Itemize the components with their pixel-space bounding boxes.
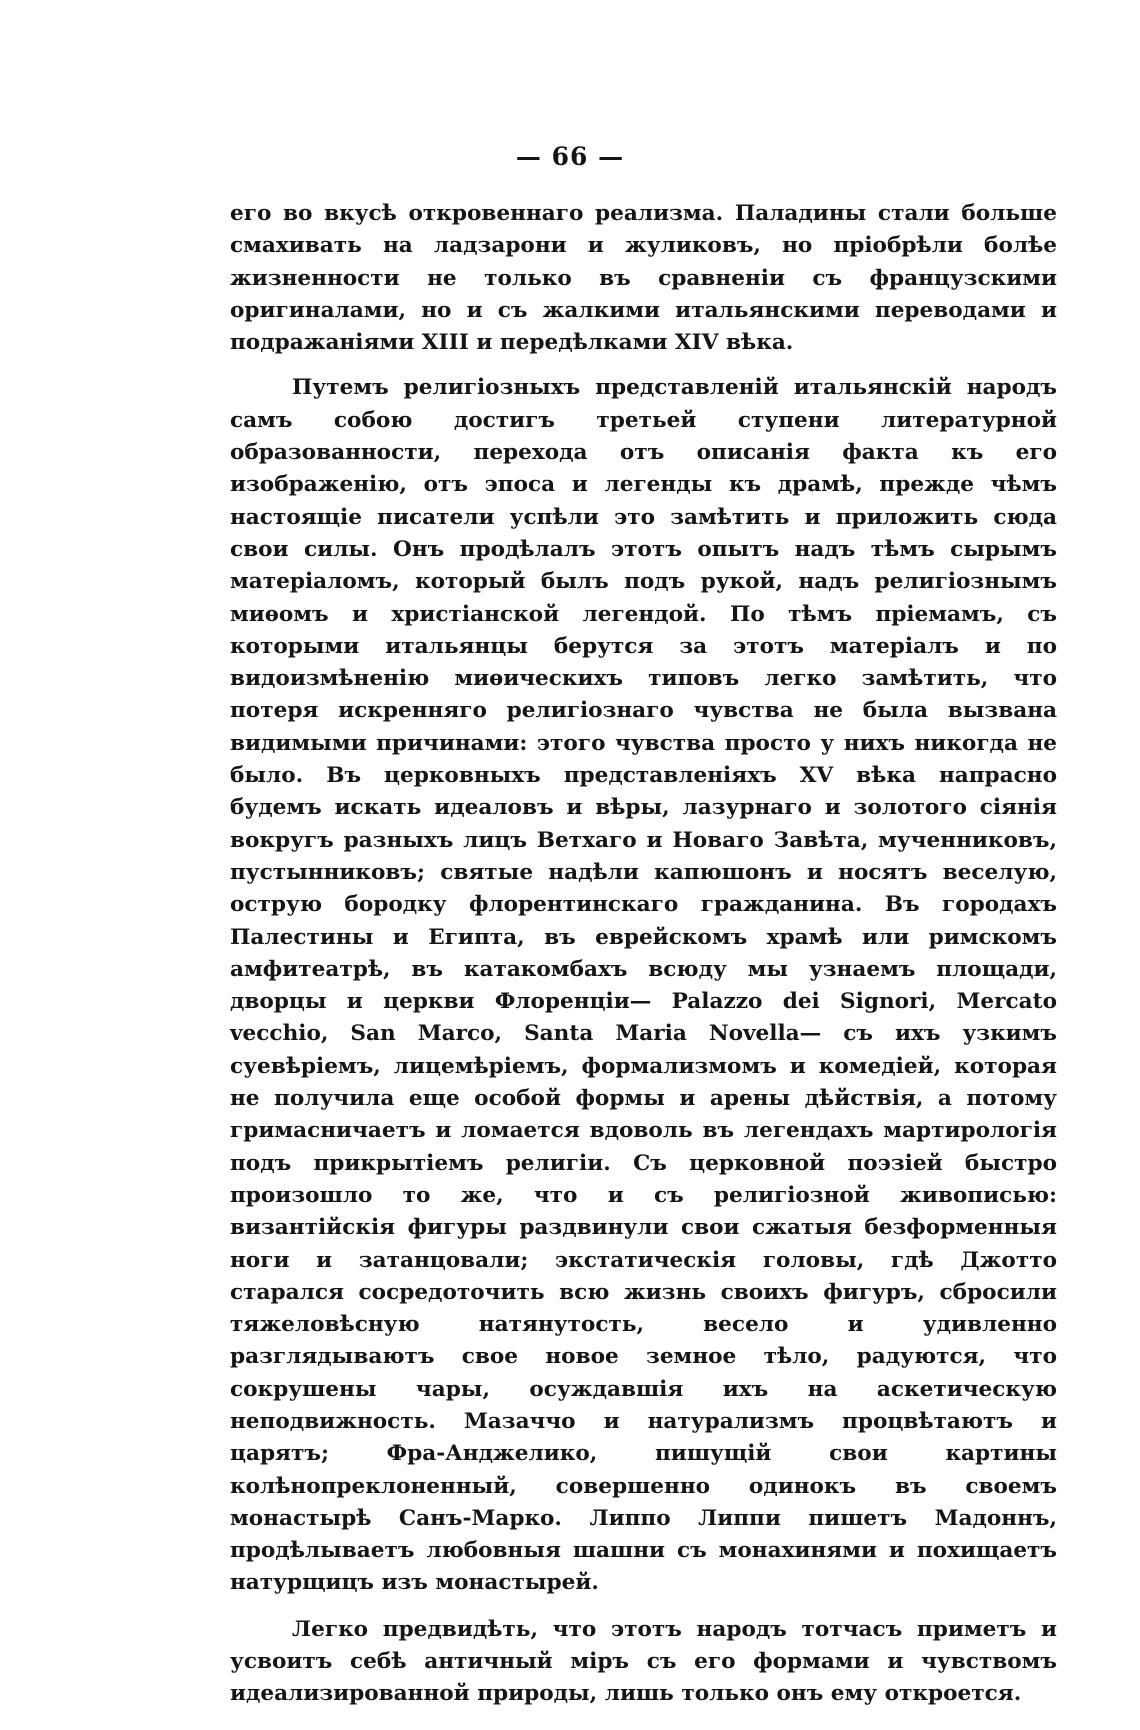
paragraph-antiquity: Легко предвидѣть, что этотъ народъ тотчасъ приметъ и усвоитъ себѣ античный міръ съ его формами и чувствомъ идеализированной природы, лишь только онъ ему откроется. xyxy=(230,1616,1057,1707)
paragraph-religious-performances: Путемъ религіозныхъ представленій итальянскій народъ самъ собою достигъ третьей ступени литературной образованности, перехода отъ описанія факта къ его изображенію, отъ эпоса и легенды къ драмѣ, прежде чѣмъ настоящіе писатели успѣли это замѣтить и приложить сюда свои силы. Онъ продѣлалъ этотъ опытъ надъ тѣмъ сырымъ матеріаломъ, который былъ подъ рукой, надъ религіознымъ миѳомъ и христіанской легендой. По тѣмъ пріемамъ, съ которыми итальянцы берутся за этотъ матеріалъ и по видоизмѣненію миѳическихъ типовъ легко замѣтить, что потеря искренняго религіознаго чувства не была вызвана видимыми причинами: этого чувства просто у нихъ никогда не было. Въ церковныхъ представленіяхъ XV вѣка напрасно будемъ искать идеаловъ и вѣры, лазурнаго и золотого сіянія вокругъ разныхъ лицъ Ветхаго и Новаго Завѣта, мученниковъ, пустынниковъ; святые надѣли капюшонъ и носятъ веселую, острую бородку флорентинскаго гражданина. Въ городахъ Палестины и Египта, въ еврейскомъ храмѣ или римскомъ амфитеатрѣ, въ катакомбахъ всюду мы узнаемъ площади, дворцы и церкви Флоренціи— Palazzo dei Signori, Mercato vecchio, San Marco, Santa Maria Novella— съ ихъ узкимъ суевѣріемъ, лицемѣріемъ, формализмомъ и комедіей, которая не получила еще особой формы и арены дѣйствія, а потому гримасничаетъ и ломается вдоволь въ легендахъ мартирологія подъ прикрытіемъ религіи. Съ церковной поэзіей быстро произошло то же, что и съ религіозной живописью: византійскія фигуры раздвинули свои сжатыя безформенныя ноги и затанцовали; экстатическія головы, гдѣ Джотто старался сосредоточить всю жизнь своихъ фигуръ, сбросили тяжеловѣсную натянутость, весело и удивленно разглядываютъ свое новое земное тѣло, радуются, что сокрушены чары, осуждавшія ихъ на аскетическую неподвижность. Мазаччо и натурализмъ процвѣтаютъ и царятъ; Фра-Анджелико, пишущій свои картины колѣнопреклоненный, совершенно одинокъ въ своемъ монастырѣ Санъ-Марко. Липпо Липпи пишетъ Мадоннъ, продѣлываетъ любовныя шашни съ монахинями и похищаетъ натурщицъ изъ монастырей. xyxy=(230,375,1057,1596)
page-text xyxy=(230,198,1057,1711)
paragraph-continuation: его во вкусѣ откровеннаго реализма. Паладины стали больше смахивать на ладзарони и жуликовъ, но пріобрѣли болѣе жизненности не только въ сравненіи съ французскими оригиналами, но и съ жалкими итальянскими переводами и подражаніями XIII и передѣлками XIV вѣка. xyxy=(230,201,1057,356)
page-number: — 66 — xyxy=(515,142,625,171)
